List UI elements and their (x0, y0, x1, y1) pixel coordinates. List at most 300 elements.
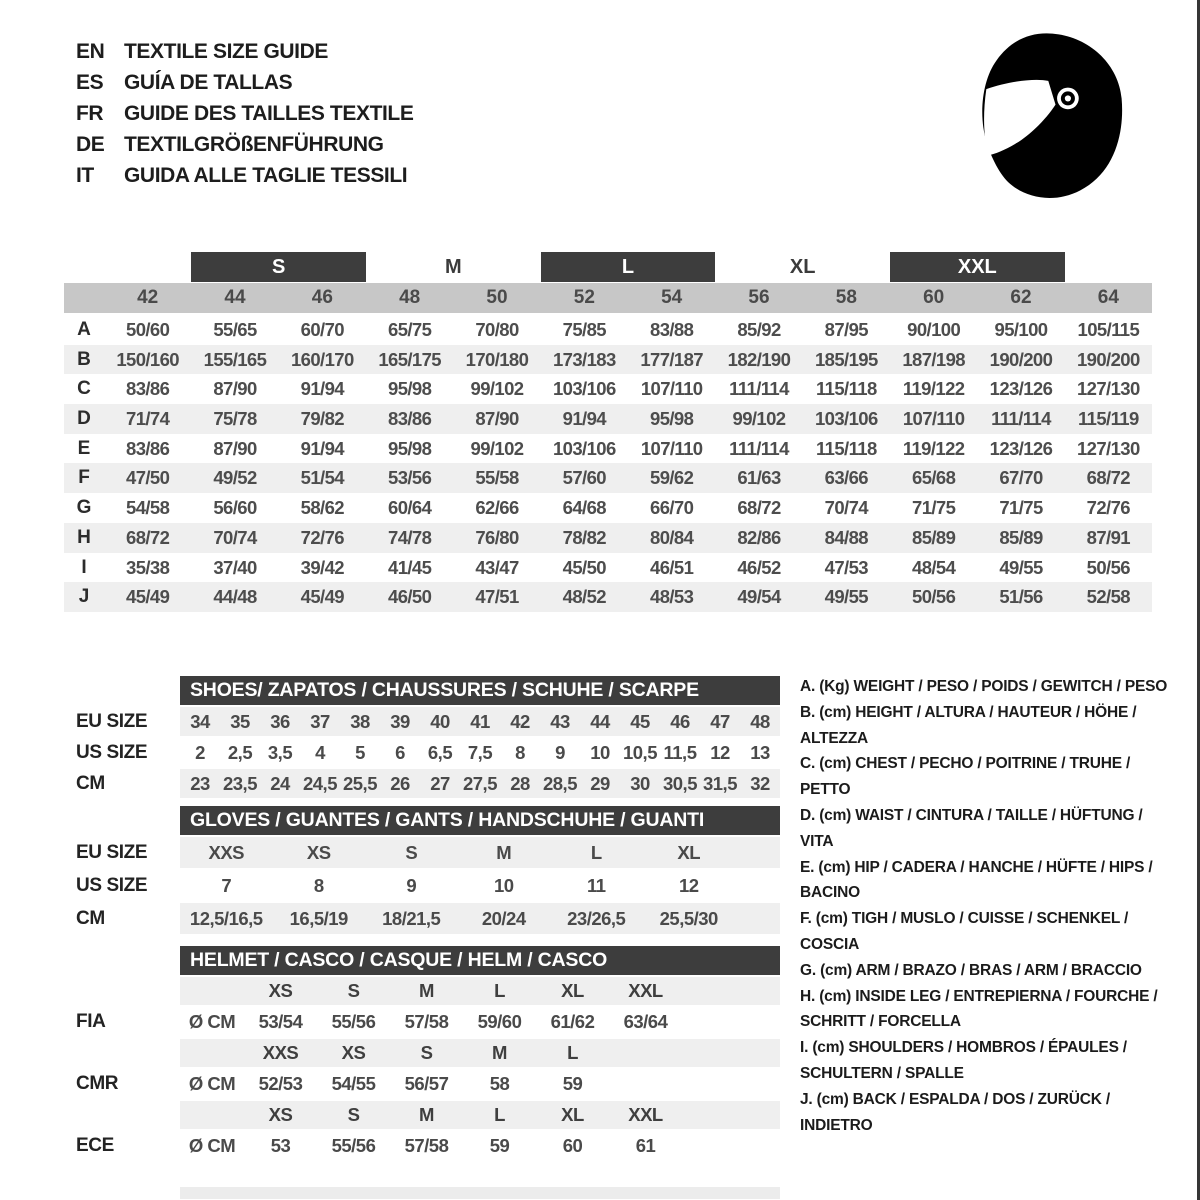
size-value: 20/24 (481, 907, 526, 929)
gloves-table (76, 806, 780, 936)
size-value: 63/66 (824, 467, 868, 489)
size-value: XS (306, 841, 331, 863)
size-value: 83/86 (126, 378, 170, 400)
table-row (64, 582, 1152, 612)
guide-title: GUÍA DE TALLAS (124, 71, 293, 94)
helmet-size-label: S (420, 1042, 433, 1063)
size-value: 103/106 (814, 408, 878, 430)
size-value: 49/54 (737, 586, 781, 608)
diameter-unit-label: Ø CM (188, 1135, 236, 1156)
size-value: 127/130 (1076, 437, 1140, 459)
size-value: 16,5/19 (289, 907, 348, 929)
size-value: 34 (190, 710, 210, 732)
language-code: ES (76, 71, 104, 94)
size-value: 115/118 (816, 437, 877, 459)
guide-title: TEXTILGRÖßENFÜHRUNG (124, 133, 384, 156)
size-value: M (496, 841, 512, 863)
gloves-cm-label: CM (76, 907, 105, 929)
size-value: 57/60 (562, 467, 606, 489)
size-value: 24,5 (302, 772, 337, 794)
size-value: 8 (515, 741, 525, 763)
size-value: 49/55 (999, 556, 1043, 578)
size-value: 70/74 (824, 497, 868, 519)
helmet-size-label: L (494, 1104, 505, 1125)
legend-item: I. (cm) SHOULDERS / HOMBROS / ÉPAULES / SCHULTERN / SPALLE (800, 1039, 1127, 1082)
language-row (76, 98, 413, 129)
size-value: 75/78 (213, 408, 257, 430)
size-value: 185/195 (814, 348, 878, 370)
language-row (76, 36, 413, 67)
guide-title: GUIDE DES TAILLES TEXTILE (124, 102, 414, 125)
size-value: 47/51 (475, 586, 519, 608)
size-number: 56 (748, 287, 770, 308)
gloves-us-size-row (180, 870, 780, 901)
size-value: XXS (208, 841, 245, 863)
size-value: 76/80 (475, 526, 519, 548)
size-value: 99/102 (470, 378, 524, 400)
size-group-header-row (64, 252, 1152, 282)
size-value: L (590, 841, 602, 863)
size-value: 12 (710, 741, 730, 763)
size-value: 51/56 (999, 586, 1043, 608)
legend-item: D. (cm) WAIST / CINTURA / TAILLE / HÜFTUNG / VITA (800, 806, 1143, 850)
size-value: 103/106 (552, 378, 616, 400)
size-value: 35/38 (126, 556, 170, 578)
guide-title: TEXTILE SIZE GUIDE (124, 40, 328, 63)
size-value: 107/110 (640, 437, 703, 459)
helmet-size-cells (180, 977, 780, 1005)
helmet-size-value: 53/54 (258, 1011, 303, 1032)
size-value: 160/170 (290, 348, 354, 370)
size-value: 68/72 (1086, 467, 1130, 489)
size-value: 49/55 (824, 586, 868, 608)
size-value: 47/53 (824, 556, 868, 578)
size-value: 45/49 (300, 586, 344, 608)
size-value: 18/21,5 (382, 907, 441, 929)
table-row (64, 553, 1152, 583)
helmet-size-label: XXL (628, 1104, 663, 1125)
helmet-size-cells (180, 1101, 780, 1129)
size-value: 90/100 (907, 319, 961, 340)
size-value: 47/50 (126, 467, 170, 489)
size-value: 48/53 (650, 586, 694, 608)
size-value: 48/54 (912, 556, 956, 578)
size-value: 87/90 (475, 408, 519, 430)
size-value: 83/88 (650, 319, 694, 340)
helmet-size-header-row (76, 977, 780, 1005)
diameter-unit-label: Ø CM (188, 1011, 236, 1032)
size-value: 65/68 (912, 467, 956, 489)
size-number: 64 (1097, 287, 1119, 308)
shoes-eu-size-row (180, 707, 780, 736)
size-value: XL (677, 841, 701, 863)
size-value: 12,5/16,5 (189, 907, 263, 929)
size-value: 2 (195, 741, 205, 763)
size-value: 103/106 (552, 437, 616, 459)
size-value: 11,5 (663, 741, 697, 763)
helmet-size-header-row (76, 1101, 780, 1129)
size-group-m: M (444, 256, 462, 278)
table-row (64, 434, 1152, 464)
size-value: 39/42 (300, 556, 344, 578)
size-value: 38 (350, 710, 370, 732)
size-value: 71/75 (912, 497, 956, 519)
size-value: 48/52 (562, 586, 606, 608)
size-group-xxl: XXL (890, 252, 1065, 282)
size-value: 45/49 (126, 586, 170, 608)
helmet-size-value: 59 (489, 1135, 510, 1156)
size-value: 41 (470, 710, 490, 732)
size-value: 190/200 (989, 348, 1053, 370)
legend-item: J. (cm) BACK / ESPALDA / DOS / ZURÜCK / INDIETRO (800, 1090, 1110, 1134)
helmet-size-value: 63/64 (623, 1011, 668, 1032)
size-value: 43 (550, 710, 570, 732)
size-value: 70/74 (213, 526, 257, 548)
size-value: 27,5 (462, 772, 497, 794)
spacer (76, 977, 180, 1005)
size-value: 99/102 (470, 437, 524, 459)
size-value: 87/90 (213, 378, 257, 400)
partial-row-strip (180, 1187, 780, 1199)
size-value: 56/60 (213, 497, 257, 519)
row-label: B (77, 348, 91, 370)
size-value: 40 (430, 710, 450, 732)
size-value: 53/56 (388, 467, 432, 489)
gloves-us-size-label: US SIZE (76, 874, 148, 896)
size-value: 127/130 (1076, 378, 1140, 400)
size-value: 31,5 (702, 772, 737, 794)
legend-item: B. (cm) HEIGHT / ALTURA / HAUTEUR / HÖHE / ALTEZZA (800, 703, 1137, 747)
size-value: 48 (750, 710, 770, 732)
size-value: 49/52 (213, 467, 257, 489)
helmet-size-label: XS (268, 980, 293, 1001)
size-value: 30 (630, 772, 650, 794)
diameter-unit-label: Ø CM (188, 1073, 236, 1094)
size-number: 48 (399, 287, 421, 308)
helmet-size-value: 59/60 (477, 1011, 522, 1032)
size-value: 10,5 (622, 741, 657, 763)
size-value: 64/68 (562, 497, 606, 519)
helmet-size-value: 54/55 (331, 1073, 376, 1094)
legend-item: H. (cm) INSIDE LEG / ENTREPIERNA / FOURCHE / SCHRITT / FORCELLA (800, 987, 1158, 1031)
size-value: 119/122 (902, 437, 965, 459)
size-value: 78/82 (562, 526, 606, 548)
legend-item: C. (cm) CHEST / PECHO / POITRINE / TRUHE / PETTO (800, 755, 1131, 799)
size-value: 58/62 (300, 497, 344, 519)
size-number: 52 (573, 287, 595, 308)
size-value: 5 (355, 741, 365, 763)
size-value: 83/86 (388, 408, 432, 430)
size-value: 13 (750, 741, 770, 763)
size-value: 47 (710, 710, 730, 732)
table-row (64, 345, 1152, 375)
helmet-size-label: XL (561, 1104, 584, 1125)
spacer (1065, 252, 1152, 282)
size-value: 8 (313, 874, 324, 896)
size-value: 67/70 (999, 467, 1043, 489)
size-value: 46/52 (737, 556, 781, 578)
size-value: 46/51 (650, 556, 694, 578)
row-label: D (77, 408, 91, 430)
size-value: 155/165 (203, 348, 267, 370)
size-value: 87/91 (1086, 526, 1130, 548)
size-value: 123/126 (989, 437, 1053, 459)
size-group-l: L (541, 252, 716, 282)
size-value: S (405, 841, 418, 863)
size-number-row (64, 283, 1152, 313)
gloves-eu-size-label: EU SIZE (76, 841, 148, 863)
language-row (76, 67, 413, 98)
size-number: 50 (486, 287, 508, 308)
size-value: 32 (750, 772, 770, 794)
size-value: 25,5 (342, 772, 377, 794)
size-value: 25,5/30 (659, 907, 718, 929)
language-code: EN (76, 40, 105, 63)
size-value: 35 (230, 710, 250, 732)
size-value: 75/85 (562, 319, 606, 340)
size-value: 42 (510, 710, 530, 732)
helmet-value-cells (180, 1131, 780, 1161)
size-value: 87/95 (824, 319, 868, 340)
helmet-table (76, 946, 780, 1163)
legend-item: A. (Kg) WEIGHT / PESO / POIDS / GEWITCH / PESO (800, 678, 1168, 695)
size-value: 80/84 (650, 526, 694, 548)
size-value: 10 (493, 874, 514, 896)
helmet-size-label: XS (341, 1042, 366, 1063)
size-group-xl: XL (789, 256, 816, 278)
size-value: 65/75 (388, 319, 432, 340)
gloves-eu-size-row (180, 837, 780, 868)
size-value: 2,5 (227, 741, 253, 763)
helmet-value-cells (180, 1007, 780, 1037)
size-value: 46 (670, 710, 690, 732)
size-value: 91/94 (300, 437, 344, 459)
size-value: 95/98 (650, 408, 694, 430)
helmet-size-value: 57/58 (404, 1135, 449, 1156)
helmet-size-label: L (494, 980, 505, 1001)
row-label: E (77, 437, 91, 459)
language-title-list (76, 36, 413, 191)
helmet-standard-label-cmr: CMR (76, 1073, 119, 1094)
size-value: 105/115 (1077, 319, 1140, 340)
measurement-rows (64, 315, 1152, 612)
table-row (64, 463, 1152, 493)
size-value: 87/90 (213, 437, 257, 459)
shoes-table-title: SHOES/ ZAPATOS / CHAUSSURES / SCHUHE / SCARPE (180, 676, 780, 705)
size-value: 173/183 (552, 348, 616, 370)
spacer (64, 283, 104, 313)
textile-size-table (64, 252, 1152, 612)
size-value: 99/102 (732, 408, 786, 430)
spacer (76, 1039, 180, 1067)
row-label: F (78, 467, 90, 489)
language-row (76, 129, 413, 160)
helmet-table-title: HELMET / CASCO / CASQUE / HELM / CASCO (180, 946, 780, 975)
language-code: DE (76, 133, 105, 156)
spacer (104, 252, 191, 282)
shoes-eu-size-label: EU SIZE (76, 710, 148, 732)
size-value: 39 (390, 710, 410, 732)
size-value: 28 (510, 772, 530, 794)
helmet-standard-label-ece: ECE (76, 1135, 114, 1156)
size-value: 62/66 (475, 497, 519, 519)
spacer (76, 676, 180, 705)
size-value: 165/175 (378, 348, 441, 370)
size-value: 115/118 (816, 378, 877, 400)
size-value: 91/94 (562, 408, 606, 430)
size-value: 85/89 (999, 526, 1043, 548)
helmet-value-row (76, 1069, 780, 1099)
helmet-value-row (76, 1007, 780, 1037)
size-value: 95/98 (388, 437, 432, 459)
guide-title: GUIDA ALLE TAGLIE TESSILI (124, 164, 408, 187)
size-value: 7,5 (467, 741, 493, 763)
size-value: 187/198 (902, 348, 965, 370)
size-number: 44 (224, 287, 246, 308)
size-value: 111/114 (729, 378, 789, 400)
size-value: 54/58 (126, 497, 170, 519)
size-value: 26 (390, 772, 410, 794)
size-value: 12 (678, 874, 699, 896)
size-value: 23 (190, 772, 210, 794)
size-value: 4 (315, 741, 325, 763)
size-value: 44 (590, 710, 610, 732)
size-value: 9 (555, 741, 565, 763)
row-label: J (78, 586, 90, 608)
size-value: 36 (270, 710, 290, 732)
size-value: 119/122 (902, 378, 965, 400)
size-value: 41/45 (388, 556, 432, 578)
size-value: 84/88 (824, 526, 868, 548)
table-row (64, 315, 1152, 345)
size-value: 71/75 (999, 497, 1043, 519)
helmet-size-value: 53 (270, 1135, 291, 1156)
size-value: 24 (270, 772, 290, 794)
helmet-value-row (76, 1131, 780, 1161)
size-value: 150/160 (116, 348, 179, 370)
gloves-table-title: GLOVES / GUANTES / GANTS / HANDSCHUHE / GUANTI (180, 806, 780, 835)
table-row (64, 523, 1152, 553)
shoes-cm-row (180, 769, 780, 798)
helmet-size-label: L (567, 1042, 578, 1063)
helmet-size-label: XXL (628, 980, 663, 1001)
size-number: 62 (1010, 287, 1032, 308)
size-value: 29 (590, 772, 610, 794)
size-value: 66/70 (650, 497, 694, 519)
size-value: 177/187 (640, 348, 703, 370)
helmet-size-value: 55/56 (331, 1135, 376, 1156)
size-value: 107/110 (902, 408, 965, 430)
helmet-size-label: S (347, 1104, 360, 1125)
size-value: 6,5 (427, 741, 453, 763)
size-value: 107/110 (640, 378, 703, 400)
size-value: 68/72 (126, 526, 170, 548)
size-value: 190/200 (1076, 348, 1140, 370)
size-value: 95/100 (994, 319, 1048, 340)
size-value: 91/94 (300, 378, 344, 400)
gloves-cm-row (180, 903, 780, 934)
size-value: 51/54 (300, 467, 344, 489)
legend-item: E. (cm) HIP / CADERA / HANCHE / HÜFTE / HIPS / BACINO (800, 858, 1153, 902)
size-value: 6 (395, 741, 405, 763)
size-value: 23,5 (222, 772, 257, 794)
size-value: 50/56 (1086, 556, 1130, 578)
size-value: 61/63 (737, 467, 781, 489)
size-value: 72/76 (1086, 497, 1130, 519)
spacer (76, 806, 180, 835)
size-value: 95/98 (388, 378, 432, 400)
size-value: 83/86 (126, 437, 170, 459)
table-row (64, 493, 1152, 523)
size-value: 9 (406, 874, 417, 896)
size-value: 37/40 (213, 556, 257, 578)
spacer (64, 252, 104, 282)
size-value: 170/180 (465, 348, 529, 370)
size-group-s: S (191, 252, 366, 282)
helmet-size-value: 61/62 (550, 1011, 595, 1032)
size-value: 46/50 (388, 586, 432, 608)
size-value: 60/64 (388, 497, 432, 519)
size-value: 68/72 (737, 497, 781, 519)
size-value: 111/114 (991, 408, 1051, 430)
size-value: 27 (430, 772, 450, 794)
size-value: 59/62 (650, 467, 694, 489)
size-number: 60 (923, 287, 945, 308)
size-value: 85/92 (737, 319, 781, 340)
size-value: 55/65 (213, 319, 257, 340)
size-value: 50/56 (912, 586, 956, 608)
size-value: 79/82 (300, 408, 344, 430)
size-value: 72/76 (300, 526, 344, 548)
size-value: 182/190 (727, 348, 791, 370)
helmet-size-value: 52/53 (258, 1073, 303, 1094)
helmet-size-label: XL (561, 980, 584, 1001)
size-value: 60/70 (300, 319, 344, 340)
size-number: 58 (835, 287, 857, 308)
size-value: 50/60 (126, 319, 170, 340)
shoes-cm-label: CM (76, 772, 105, 794)
helmet-size-label: XS (268, 1104, 293, 1125)
size-value: 52/58 (1086, 586, 1130, 608)
language-row (76, 160, 413, 191)
legend-item: F. (cm) TIGH / MUSLO / CUISSE / SCHENKEL / COSCIA (800, 910, 1129, 953)
size-value: 45/50 (562, 556, 606, 578)
helmet-standard-label-fia: FIA (76, 1011, 106, 1032)
helmet-icon (976, 30, 1134, 204)
shoes-us-size-row (180, 738, 780, 767)
size-value: 74/78 (388, 526, 432, 548)
size-value: 70/80 (475, 319, 519, 340)
size-value: 10 (590, 741, 610, 763)
legend-item: G. (cm) ARM / BRAZO / BRAS / ARM / BRACCIO (800, 961, 1142, 979)
helmet-size-value: 58 (489, 1073, 510, 1094)
size-value: 11 (586, 874, 606, 896)
helmet-size-cells (180, 1039, 780, 1067)
row-label: C (77, 378, 91, 400)
size-value: 30,5 (662, 772, 697, 794)
size-value: 3,5 (267, 741, 293, 763)
size-value: 111/114 (729, 437, 789, 459)
size-value: 123/126 (989, 378, 1053, 400)
helmet-size-value: 57/58 (404, 1011, 449, 1032)
language-code: IT (76, 164, 94, 187)
size-value: 23/26,5 (567, 907, 626, 929)
helmet-value-cells (180, 1069, 780, 1099)
spacer (76, 1101, 180, 1129)
size-value: 55/58 (475, 467, 519, 489)
shoes-table (76, 676, 780, 800)
row-label: H (77, 526, 91, 548)
